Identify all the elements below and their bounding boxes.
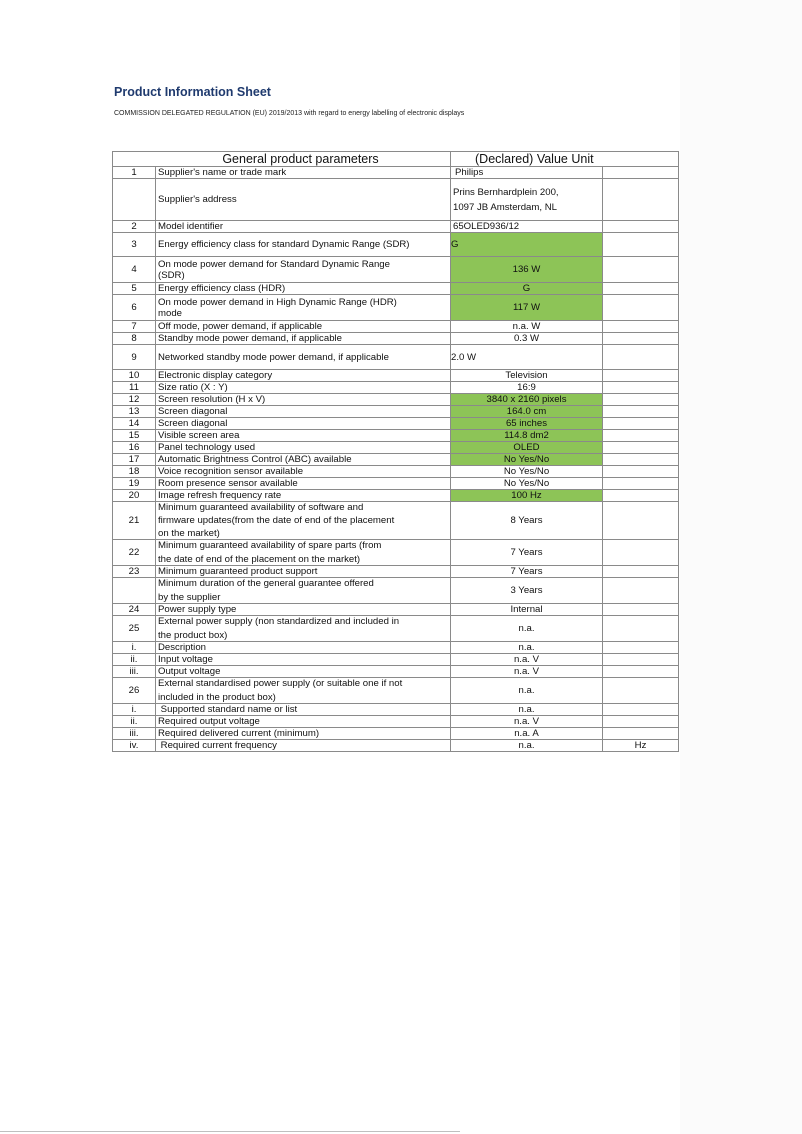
row-parameter [156,502,451,540]
row-parameter-line: firmware updates(from the date of end of the placement [158,515,395,526]
row-unit [603,466,679,478]
row-parameter [156,578,451,604]
table-row [113,345,679,370]
row-number: 4 [113,257,156,283]
table-row [113,418,679,430]
row-number: 18 [113,466,156,478]
row-value: Internal [451,604,603,616]
row-unit [603,478,679,490]
table-row [113,406,679,418]
row-unit [603,616,679,642]
row-parameter: Minimum guaranteed product support [156,566,451,578]
row-value: n.a. V [451,654,603,666]
row-parameter: Output voltage [156,666,451,678]
row-unit [603,502,679,540]
table-row [113,740,679,752]
row-parameter: Screen resolution (H x V) [156,394,451,406]
row-parameter-line: External power supply (non standardized and included in [158,616,400,627]
table-row [113,333,679,345]
product-parameters-table [112,151,679,752]
row-number: 16 [113,442,156,454]
table-row [113,728,679,740]
row-parameter: Size ratio (X : Y) [156,382,451,394]
row-value: Television [451,370,603,382]
row-unit [603,490,679,502]
row-parameter: Supplier's address [156,179,451,221]
row-number: 17 [113,454,156,466]
row-value: n.a. V [451,666,603,678]
row-value: 0.3 W [451,333,603,345]
table-row [113,704,679,716]
row-parameter [156,540,451,566]
table-row [113,604,679,616]
row-unit [603,578,679,604]
row-number: 15 [113,430,156,442]
row-unit [603,666,679,678]
table-row [113,642,679,654]
row-value: 65 inches [451,418,603,430]
table-row [113,490,679,502]
row-parameter [156,295,451,321]
row-value: 117 W [451,295,603,321]
table-row [113,221,679,233]
row-unit [603,394,679,406]
row-value: 136 W [451,257,603,283]
row-unit [603,654,679,666]
table-row [113,654,679,666]
row-value: No Yes/No [451,478,603,490]
table-row [113,321,679,333]
row-unit [603,283,679,295]
row-value: No Yes/No [451,466,603,478]
row-value: G [451,233,603,257]
table-row [113,233,679,257]
row-value: n.a. W [451,321,603,333]
row-parameter: Room presence sensor available [156,478,451,490]
row-parameter-line: Minimum guaranteed availability of spare parts (from [158,540,382,551]
row-value: 3 Years [451,578,603,604]
row-number: 8 [113,333,156,345]
table-row [113,466,679,478]
row-number: 11 [113,382,156,394]
header-parameters: General product parameters [113,152,451,167]
row-parameter-line: Minimum guaranteed availability of software and [158,502,364,513]
row-number: 14 [113,418,156,430]
row-number: 6 [113,295,156,321]
header-value-unit: (Declared) Value Unit [451,152,679,167]
row-value: 65OLED936/12 [451,221,603,233]
row-unit [603,604,679,616]
row-unit [603,704,679,716]
row-number: 23 [113,566,156,578]
row-parameter: Energy efficiency class (HDR) [156,283,451,295]
row-parameter-line: (SDR) [158,269,185,281]
row-unit [603,716,679,728]
table-row [113,370,679,382]
row-parameter: Networked standby mode power demand, if applicable [156,345,451,370]
table-row [113,540,679,566]
row-value [451,179,603,221]
row-unit [603,406,679,418]
table-row [113,179,679,221]
table-row [113,442,679,454]
row-parameter [156,678,451,704]
table-row [113,295,679,321]
row-parameter-line: on the market) [158,528,220,539]
row-number: 2 [113,221,156,233]
table-row [113,566,679,578]
row-number: 26 [113,678,156,704]
row-value: 16:9 [451,382,603,394]
row-unit [603,221,679,233]
table-row [113,454,679,466]
row-parameter: Panel technology used [156,442,451,454]
row-parameter: Off mode, power demand, if applicable [156,321,451,333]
row-number: 12 [113,394,156,406]
regulation-subtitle: COMMISSION DELEGATED REGULATION (EU) 2019/2013 with regard to energy labelling of electronic displays [114,110,465,117]
row-number: iv. [113,740,156,752]
table-row [113,578,679,604]
row-value: n.a. [451,740,603,752]
row-parameter: Screen diagonal [156,406,451,418]
row-number: 3 [113,233,156,257]
row-parameter: Required output voltage [156,716,451,728]
row-number: i. [113,642,156,654]
row-number: ii. [113,716,156,728]
row-parameter [156,616,451,642]
page-title: Product Information Sheet [114,85,271,99]
table-row [113,616,679,642]
row-number: 1 [113,167,156,179]
row-parameter-line: Minimum duration of the general guarantee offered [158,578,374,589]
row-parameter: Voice recognition sensor available [156,466,451,478]
row-parameter-line: by the supplier [158,592,221,603]
row-unit: Hz [603,740,679,752]
row-parameter-line: the product box) [158,630,228,641]
row-parameter-line: On mode power demand in High Dynamic Range (HDR) [158,296,397,308]
address-line-2: 1097 JB Amsterdam, NL [453,201,557,213]
row-value: n.a. [451,642,603,654]
row-value: n.a. [451,616,603,642]
page-margin-shade [680,0,802,1134]
row-unit [603,321,679,333]
table-row [113,502,679,540]
row-unit [603,430,679,442]
row-parameter: Standby mode power demand, if applicable [156,333,451,345]
row-value: n.a. [451,704,603,716]
row-parameter: Automatic Brightness Control (ABC) available [156,454,451,466]
row-unit [603,167,679,179]
row-number: 20 [113,490,156,502]
row-unit [603,454,679,466]
row-number: 9 [113,345,156,370]
row-unit [603,257,679,283]
row-number: iii. [113,666,156,678]
row-parameter-line: On mode power demand for Standard Dynamic Range [158,258,390,270]
row-unit [603,418,679,430]
row-value: 7 Years [451,566,603,578]
row-unit [603,442,679,454]
row-parameter: Supported standard name or list [156,704,451,716]
row-number: 10 [113,370,156,382]
footer-rule [0,1131,460,1132]
row-unit [603,728,679,740]
row-parameter: Electronic display category [156,370,451,382]
table-row [113,382,679,394]
row-parameter: Screen diagonal [156,418,451,430]
row-number [113,578,156,604]
row-unit [603,642,679,654]
row-number: 13 [113,406,156,418]
row-value: Philips [451,167,603,179]
table-row [113,167,679,179]
row-unit [603,382,679,394]
row-value: No Yes/No [451,454,603,466]
row-number: 25 [113,616,156,642]
row-parameter: Power supply type [156,604,451,616]
row-parameter-line: included in the product box) [158,692,276,703]
row-parameter: Energy efficiency class for standard Dynamic Range (SDR) [156,233,451,257]
table-row [113,478,679,490]
row-value: G [451,283,603,295]
row-unit [603,345,679,370]
row-parameter: Visible screen area [156,430,451,442]
row-parameter: Image refresh frequency rate [156,490,451,502]
row-value: 100 Hz [451,490,603,502]
row-value: 8 Years [451,502,603,540]
row-number: 19 [113,478,156,490]
table-header-row [113,152,679,167]
row-value: n.a. [451,678,603,704]
row-number: i. [113,704,156,716]
table-row [113,716,679,728]
row-value: OLED [451,442,603,454]
row-parameter: Input voltage [156,654,451,666]
row-parameter-line: the date of end of the placement on the market) [158,554,361,565]
row-parameter: Supplier's name or trade mark [156,167,451,179]
table-row [113,678,679,704]
row-parameter: Description [156,642,451,654]
row-value: n.a. V [451,716,603,728]
row-number [113,179,156,221]
row-unit [603,295,679,321]
table-row [113,430,679,442]
row-value: 2.0 W [451,345,603,370]
row-unit [603,333,679,345]
row-value: n.a. A [451,728,603,740]
row-unit [603,678,679,704]
row-unit [603,370,679,382]
row-number: ii. [113,654,156,666]
row-value: 7 Years [451,540,603,566]
row-unit [603,233,679,257]
row-unit [603,566,679,578]
row-parameter: Required delivered current (minimum) [156,728,451,740]
row-value: 164.0 cm [451,406,603,418]
row-parameter: Model identifier [156,221,451,233]
row-parameter-line: mode [158,307,182,319]
row-number: 21 [113,502,156,540]
row-number: 24 [113,604,156,616]
row-parameter-line: External standardised power supply (or suitable one if not [158,678,403,689]
row-unit [603,540,679,566]
row-parameter: Required current frequency [156,740,451,752]
row-number: 5 [113,283,156,295]
table-row [113,257,679,283]
row-unit [603,179,679,221]
table-row [113,394,679,406]
row-number: 7 [113,321,156,333]
address-line-1: Prins Bernhardplein 200, [453,186,559,198]
row-number: 22 [113,540,156,566]
row-number: iii. [113,728,156,740]
row-value: 114.8 dm2 [451,430,603,442]
table-row [113,283,679,295]
row-parameter [156,257,451,283]
table-row [113,666,679,678]
row-value: 3840 x 2160 pixels [451,394,603,406]
